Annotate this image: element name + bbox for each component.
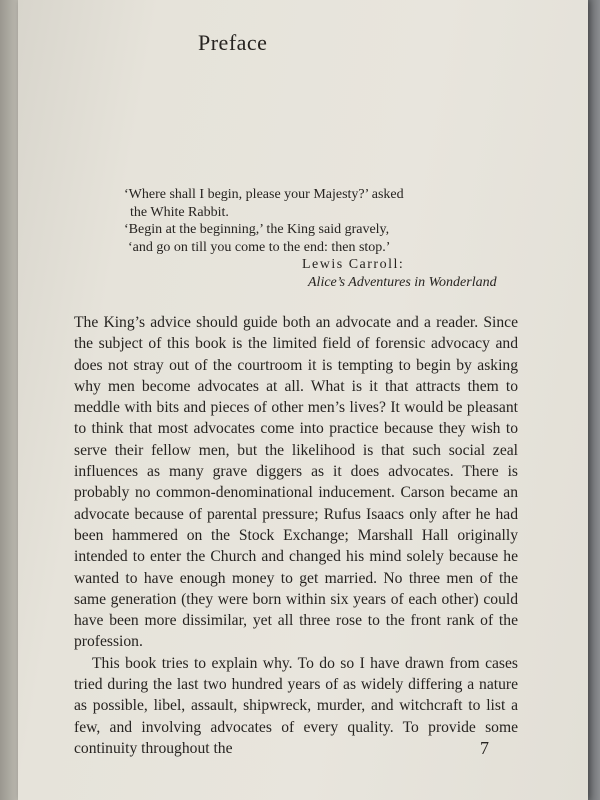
epigraph-line: ‘Where shall I begin, please your Majesty?’ asked — [124, 187, 404, 202]
background-surface — [588, 0, 600, 800]
body-text — [74, 312, 518, 759]
book-gutter-shadow — [0, 0, 18, 800]
book-page — [18, 0, 588, 800]
epigraph-line: the White Rabbit. — [130, 204, 229, 220]
epigraph-source: Alice’s Adventures in Wonderland — [308, 274, 497, 290]
page-title: Preface — [198, 30, 268, 55]
epigraph-author: Lewis Carroll: — [302, 257, 405, 272]
page-number: 7 — [480, 738, 489, 758]
epigraph-line: ‘Begin at the beginning,’ the King said gravely, — [124, 222, 390, 237]
epigraph-line: ‘and go on till you come to the end: then stop.’ — [128, 239, 391, 255]
paragraph: The King’s advice should guide both an advocate and a reader. Since the subject of this book is the limited field of forensic advocacy and does not stray out of the courtroom it is tempting to begin by asking why men become advocates at all. What is it that attracts them to meddle with bits and pieces of other men’s lives? It would be pleasant to think that most advocates come into practice because they wish to serve their fellow men, but the likelihood is that such social zeal influences as many grave diggers as it does advocates. There is probably no common-denominational inducement. Carson became an advocate because of parental pressure; Rufus Isaacs only after he had been hammered on the Stock Exchange; Marshall Hall originally intended to enter the Church and changed his mind solely because he wanted to have enough money to get married. No three men of the same generation (they were born within six years of each other) could have been more dissimilar, yet all three rose to the front rank of the profession. — [74, 314, 518, 651]
paragraph: This book tries to explain why. To do so I have drawn from cases tried during the last two hundred years of as widely differing a nature as possible, libel, assault, shipwreck, murder, and witchcraft to list a few, and involving advocates of every quality. To provide some continuity throughout the — [74, 654, 518, 757]
